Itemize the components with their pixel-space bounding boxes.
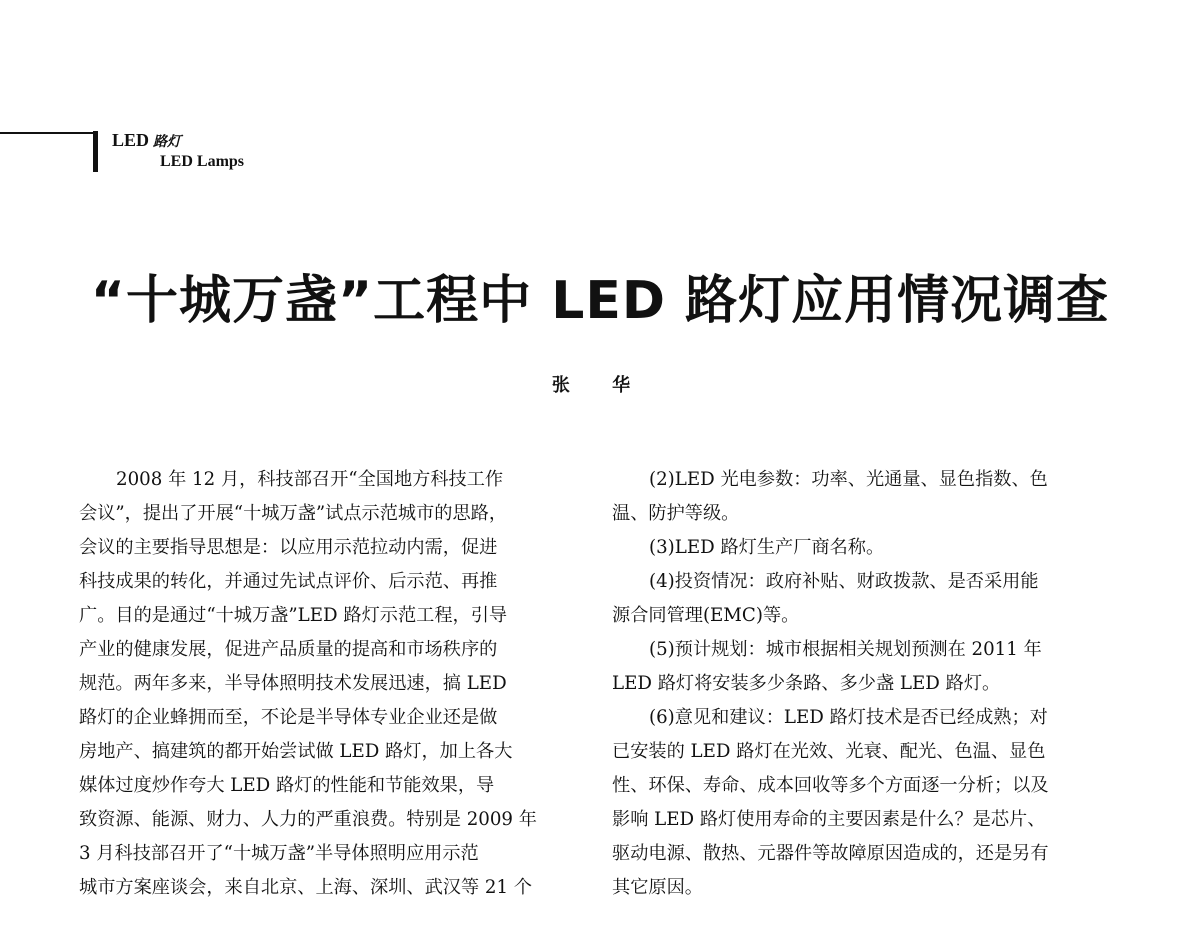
section-label-led: LED [112,130,150,150]
right-line-4: (4)投资情况：政府补贴、财政拨款、是否采用能 [649,571,1039,592]
right-line-12: 驱动电源、散热、元器件等故障原因造成的，还是另有 [612,843,1049,864]
header-rule [0,132,96,134]
left-line-12: 3 月科技部召开了“十城万盏”半导体照明应用示范 [79,843,479,864]
right-line-8: (6)意见和建议：LED 路灯技术是否已经成熟；对 [649,707,1048,728]
left-line-10: 媒体过度炒作夸大 LED 路灯的性能和节能效果，导 [79,775,495,796]
right-line-11: 影响 LED 路灯使用寿命的主要因素是什么？是芯片、 [612,809,1046,830]
right-line-3: (3)LED 路灯生产厂商名称。 [649,537,885,558]
right-line-9: 已安装的 LED 路灯在光效、光衰、配光、色温、显色 [612,741,1046,762]
right-column [612,463,1112,905]
right-line-5: 源合同管理(EMC)等。 [612,605,800,626]
left-line-6: 产业的健康发展，促进产品质量的提高和市场秩序的 [79,639,498,660]
section-label-cn [112,130,181,153]
left-line-8: 路灯的企业蜂拥而至，不论是半导体专业企业还是做 [79,707,498,728]
left-line-9: 房地产、搞建筑的都开始尝试做 LED 路灯，加上各大 [79,741,513,762]
header-bar [93,131,98,172]
right-line-2: 温、防护等级。 [612,503,740,524]
left-line-2: 会议”，提出了开展“十城万盏”试点示范城市的思路， [79,503,508,524]
right-line-10: 性、环保、寿命、成本回收等多个方面逐一分析；以及 [612,775,1049,796]
section-label-en: LED Lamps [160,153,245,170]
left-line-1: 2008 年 12 月，科技部召开“全国地方科技工作 [116,469,504,490]
section-label-suffix: 路灯 [153,135,182,150]
left-line-5: 广。目的是通过“十城万盏”LED 路灯示范工程，引导 [79,605,508,626]
left-column [79,463,579,905]
right-line-6: (5)预计规划：城市根据相关规划预测在 2011 年 [649,639,1042,660]
right-line-1: (2)LED 光电参数：功率、光通量、显色指数、色 [649,469,1048,490]
right-line-7: LED 路灯将安装多少条路、多少盏 LED 路灯。 [612,673,1001,694]
left-line-11: 致资源、能源、财力、人力的严重浪费。特别是 2009 年 [79,809,537,830]
left-line-13: 城市方案座谈会，来自北京、上海、深圳、武汉等 21 个 [79,877,533,898]
left-line-7: 规范。两年多来，半导体照明技术发展迅速，搞 LED [79,673,507,694]
left-line-4: 科技成果的转化，并通过先试点评价、后示范、再推 [79,571,498,592]
article-author: 张 华 [551,375,649,396]
left-line-3: 会议的主要指导思想是：以应用示范拉动内需，促进 [79,537,498,558]
article-title: “十城万盏”工程中 LED 路灯应用情况调查 [90,271,1110,331]
right-line-13: 其它原因。 [612,877,703,898]
